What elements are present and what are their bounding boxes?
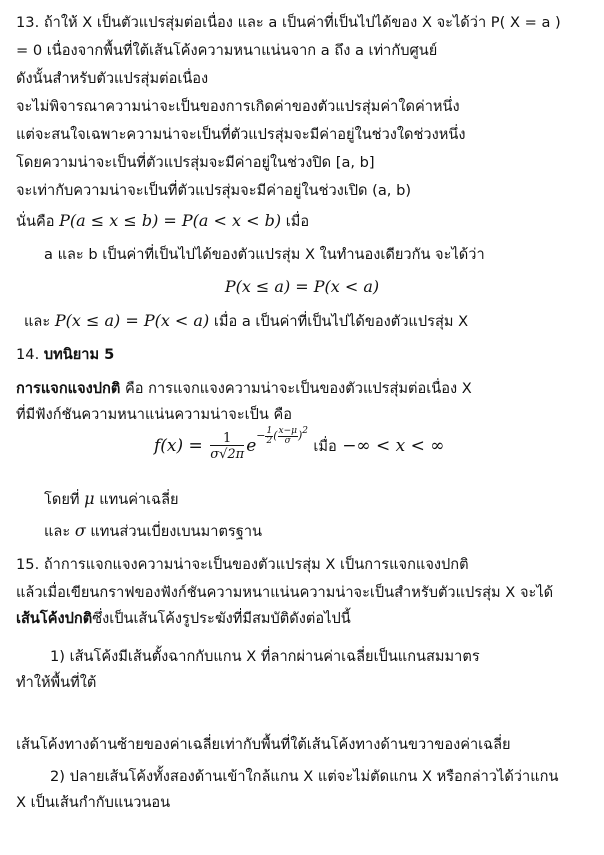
item14-mu-symbol: μ (84, 489, 95, 508)
item15-property1-line1: 1) เส้นโค้งมีเส้นตั้งฉากกับแกน X ที่ลากผ่านค่าเฉลี่ยเป็นแกนสมมาตร (50, 648, 480, 665)
item15-property2-line1: 2) ปลายเส้นโค้งทั้งสองด้านเข้าใกล้แกน X แต่จะไม่ตัดแกน X หรือกล่าวได้ว่าแกน (50, 768, 559, 785)
item13-line8-suffix: เมื่อ (285, 213, 310, 230)
formula-exponent-sign: − (256, 429, 266, 442)
item15-property2-line2: X เป็นเส้นกำกับแนวนอน (16, 794, 171, 811)
formula-exponent-half-num: 1 (266, 425, 273, 436)
item14-definition-line2: ที่มีฟังก์ชันความหนาแน่นความน่าจะเป็น คือ (16, 406, 293, 423)
item15-property1-line3: เส้นโค้งทางด้านซ้ายของค่าเฉลี่ยเท่ากับพื้นที่ใต้เส้นโค้งทางด้านขวาของค่าเฉลี่ย (16, 736, 511, 753)
item15-line3 (16, 608, 351, 630)
item14-heading-title: บทนิยาม 5 (43, 346, 115, 363)
item14-sigma-symbol: σ (74, 521, 86, 540)
item13-line3: ดังนั้นสำหรับตัวแปรสุ่มต่อเนื่อง (16, 70, 209, 87)
formula-exponent: − 1 2 ( x−μ σ )2 (256, 425, 308, 446)
formula-range: −∞ < x < ∞ (342, 436, 445, 456)
item13-line10 (0, 276, 604, 299)
item13-line8 (16, 210, 309, 233)
item13-line5: แต่จะสนใจเฉพาะความน่าจะเป็นที่ตัวแปรสุ่มจะมีค่าอยู่ในช่วงใดช่วงหนึ่ง (16, 126, 466, 143)
item13-line11-equation: P(x ≤ a) = P(x < a) (54, 311, 210, 330)
item14-mu-line (44, 488, 179, 511)
item14-definition-rest: คือ การแจกแจงความน่าจะเป็นของตัวแปรสุ่มต่อเนื่อง X (124, 380, 472, 397)
item14-heading-number: 14. (16, 346, 40, 363)
item13-line11 (24, 310, 468, 333)
item14-mu-prefix: โดยที่ (44, 491, 80, 508)
item13-line2: = 0 เนื่องจากพื้นที่ใต้เส้นโค้งความหนาแน่นจาก a ถึง a เท่ากับศูนย์ (16, 42, 438, 59)
item15-line2: แล้วเมื่อเขียนกราฟของฟังก์ชันความหนาแน่นความน่าจะเป็นสำหรับตัวแปรสุ่ม X จะได้ (16, 584, 554, 601)
item13-line8-equation: P(a ≤ x ≤ b) = P(a < x < b) (59, 211, 282, 230)
item13-line7: จะเท่ากับความน่าจะเป็นที่ตัวแปรสุ่มจะมีค่าอยู่ในช่วงเปิด (a, b) (16, 182, 412, 199)
formula-exponent-inner-den: σ (284, 435, 291, 446)
item14-sigma-prefix: และ (44, 523, 71, 540)
item14-mu-text: แทนค่าเฉลี่ย (99, 491, 179, 508)
formula-e: e (246, 436, 257, 456)
formula-exponent-half-den: 2 (266, 435, 273, 446)
item13-line9: a และ b เป็นค่าที่เป็นไปได้ของตัวแปรสุ่ม X ในทำนองเดียวกัน จะได้ว่า (44, 246, 485, 263)
item14-sigma-text: แทนส่วนเบี่ยงเบนมาตรฐาน (90, 523, 262, 540)
item15-line3-rest: ซึ่งเป็นเส้นโค้งรูประฆังที่มีสมบัติดังต่อไปนี้ (92, 610, 351, 627)
item14-sigma-line (44, 520, 262, 543)
item13-line6: โดยความน่าจะเป็นที่ตัวแปรสุ่มจะมีค่าอยู่ในช่วงปิด [a, b] (16, 154, 375, 171)
item13-line11-prefix: และ (24, 313, 51, 330)
formula-exponent-inner (278, 427, 298, 446)
item13-line11-suffix: เมื่อ a เป็นค่าที่เป็นไปได้ของตัวแปรสุ่ม X (213, 313, 469, 330)
item13-line8-prefix: นั่นคือ (16, 213, 55, 230)
formula-exponent-half (265, 427, 273, 446)
formula-fraction-numerator: 1 (210, 432, 244, 446)
item13-line1: 13. ถ้าให้ X เป็นตัวแปรสุ่มต่อเนื่อง และ a เป็นค่าที่เป็นไปได้ของ X จะได้ว่า P( X = a ) (16, 14, 561, 31)
item14-term: การแจกแจงปกติ (16, 380, 121, 397)
formula-exponent-power: 2 (302, 426, 308, 436)
formula-exponent-inner-num: x−μ (278, 425, 297, 436)
item14-heading (16, 344, 114, 366)
formula-when: เมื่อ (313, 438, 337, 455)
item14-definition-line1 (16, 378, 472, 400)
formula-fraction-denominator: σ√2π (210, 447, 245, 462)
item15-line1: 15. ถ้าการแจกแจงความน่าจะเป็นของตัวแปรสุ่ม X เป็นการแจกแจงปกติ (16, 556, 469, 573)
item15-property1-line2: ทำให้พื้นที่ใต้ (16, 674, 97, 691)
item15-normal-curve-term: เส้นโค้งปกติ (16, 610, 93, 627)
formula-lhs: f(x) = (154, 436, 203, 456)
formula-fraction (210, 432, 244, 461)
item13-line4: จะไม่พิจารณาความน่าจะเป็นของการเกิดค่าของตัวแปรสุ่มค่าใดค่าหนึ่ง (16, 98, 460, 115)
item13-line10-equation: P(x ≤ a) = P(x < a) (224, 277, 380, 296)
